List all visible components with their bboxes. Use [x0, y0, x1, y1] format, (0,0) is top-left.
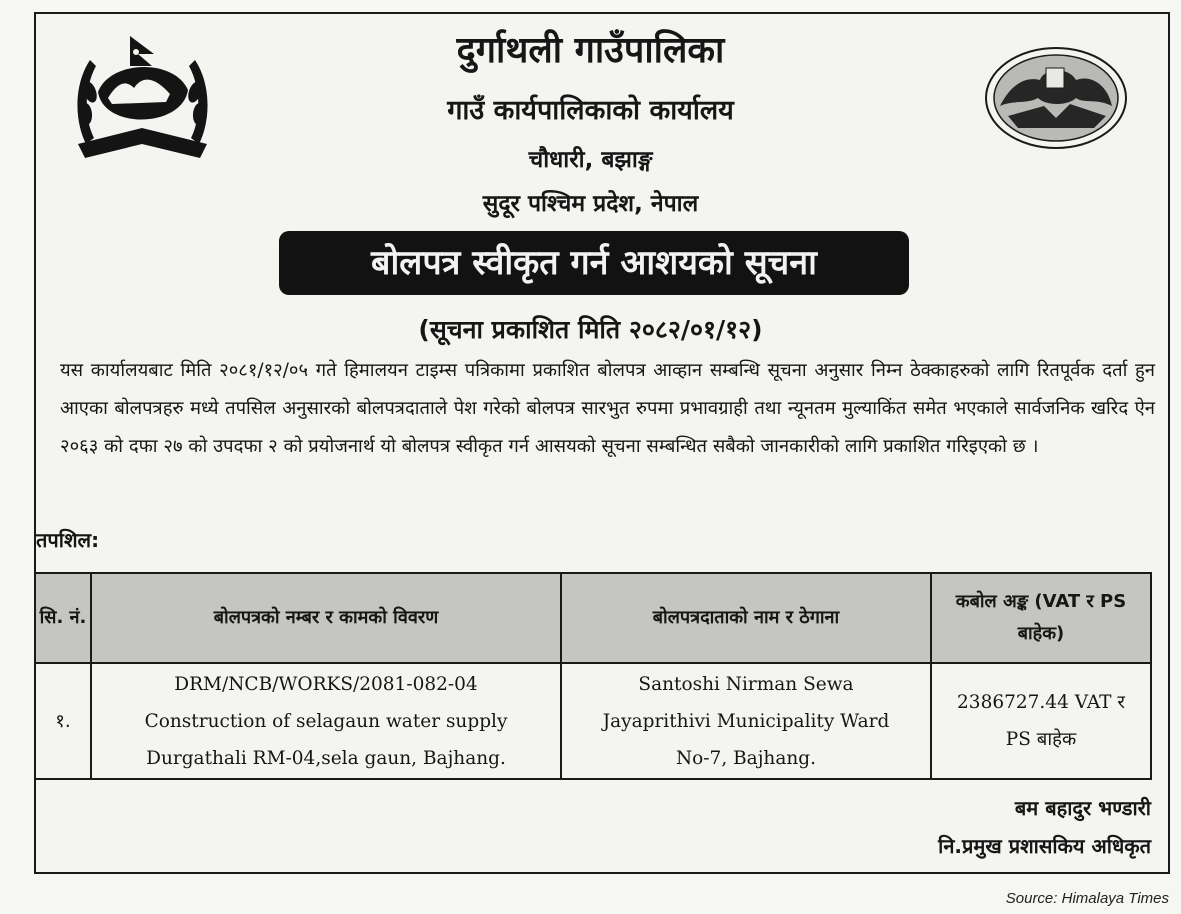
signatory-name: बम बहादुर भण्डारी	[1014, 796, 1151, 820]
bidder-name: Santoshi Nirman Sewa	[638, 673, 854, 695]
row-sn: १.	[35, 663, 91, 779]
office-name: दुर्गाथली गाउँपालिका	[456, 30, 725, 71]
notice-body: यस कार्यालयबाट मिति २०८१/१२/०५ गते हिमालयन टाइम्स पत्रिकामा प्रकाशित बोलपत्र आव्हान सम्बन्धि सूचना अनुसार निम्न ठेक्काहरुको लागि रितपूर्वक दर्ता हुन आएका बोलपत्रहरु मध्ये तपसिल अनुसारको बोलपत्रदाताले पेश गरेको बोलपत्र सारभुत रुपमा प्रभावग्राही तथा न्यूनतम मुल्याकिंत समेत भएकाले सार्वजनिक खरिद ऐन २०६३ को दफा २७ को उपदफा २ को प्रयोजनार्थ यो बोलपत्र स्वीकृत गर्न आसयको सूचना सम्बन्धित सबैको जानकारीको लागि प्रकाशित गरिइएको छ ।	[60, 360, 1155, 457]
source-credit: Source: Himalaya Times	[1005, 890, 1169, 907]
bidder-address-line2: No-7, Bajhang.	[675, 747, 817, 769]
col-header-sn: सि. नं.	[35, 573, 91, 663]
bid-amount: 2386727.44 VAT र	[957, 692, 1125, 713]
bidder-address-line1: Jayaprithivi Municipality Ward	[602, 710, 890, 732]
published-date: (सूचना प्रकाशित मिति २०८२/०१/१२)	[418, 315, 763, 344]
col-header-amount: कबोल अङ्क (VAT र PS बाहेक)	[931, 573, 1151, 663]
bid-amount-note: PS बाहेक	[1005, 729, 1077, 750]
notice-title: बोलपत्र स्वीकृत गर्न आशयको सूचना	[279, 231, 909, 295]
col-header-bidder: बोलपत्रदाताको नाम र ठेगाना	[561, 573, 931, 663]
row-description	[91, 663, 561, 779]
details-label: तपशिल:	[36, 528, 100, 552]
work-title: Construction of selagaun water supply	[144, 710, 508, 732]
table-row	[35, 663, 1151, 779]
col-header-description: बोलपत्रको नम्बर र कामको विवरण	[91, 573, 561, 663]
office-province: सुदूर पश्चिम प्रदेश, नेपाल	[482, 191, 699, 217]
row-bidder	[561, 663, 931, 779]
bid-table	[34, 572, 1152, 780]
table-header-row	[35, 573, 1151, 663]
row-amount	[931, 663, 1151, 779]
work-location: Durgathali RM-04,sela gaun, Bajhang.	[146, 747, 506, 769]
office-subtitle: गाउँ कार्यपालिकाको कार्यालय	[447, 95, 734, 126]
signatory-designation: नि.प्रमुख प्रशासकिय अधिकृत	[938, 834, 1151, 858]
contract-number: DRM/NCB/WORKS/2081-082-04	[174, 673, 478, 695]
office-location: चौधारी, बझाङ्ग	[528, 147, 653, 173]
